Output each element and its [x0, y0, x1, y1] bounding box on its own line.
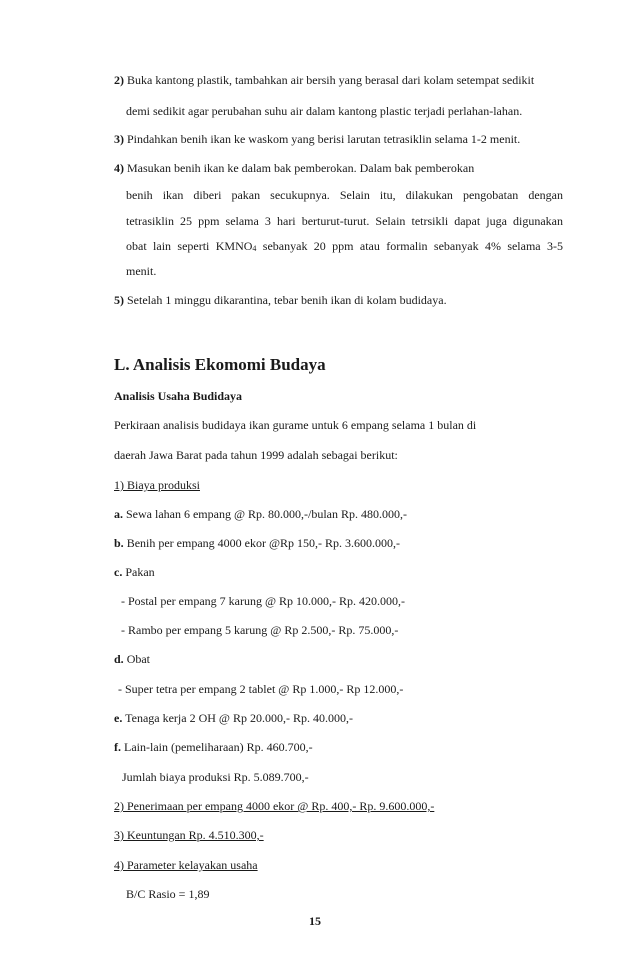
step-4-line-5: menit. [126, 264, 157, 278]
intro-line-2: daerah Jawa Barat pada tahun 1999 adalah sebagai berikut: [114, 448, 398, 462]
step-4-line-3: tetrasiklin 25 ppm selama 3 hari berturut-turut. Selain tetrsikli dapat juga digunakan [126, 214, 563, 228]
item-text: Benih per empang 4000 ekor @Rp 150,- Rp. 3.600.000,- [126, 536, 401, 550]
step-text: Pindahkan benih ikan ke waskom yang berisi larutan tetrasiklin selama 1-2 menit. [127, 132, 521, 146]
kmno-text: obat lain seperti KMNO [126, 239, 253, 253]
step-number: 4) [114, 161, 124, 175]
item-label: b. [114, 536, 124, 550]
item-text: Tenaga kerja 2 OH @ Rp 20.000,- Rp. 40.000,- [125, 711, 353, 725]
step-text: Buka kantong plastik, tambahkan air bersih yang berasal dari kolam setempat sedikit [127, 73, 535, 87]
biaya-produksi-title: 1) Biaya produksi [114, 478, 200, 492]
step-text: Setelah 1 minggu dikarantina, tebar benih ikan di kolam budidaya. [127, 293, 447, 307]
item-text: Lain-lain (pemeliharaan) Rp. 460.700,- [124, 740, 313, 754]
item-label: a. [114, 507, 123, 521]
step-number: 3) [114, 132, 124, 146]
kmno-subscript: 4 [252, 244, 257, 253]
cost-item-c [114, 565, 155, 580]
cost-item-b [114, 536, 400, 551]
cost-subitem-rambo: - Rambo per empang 5 karung @ Rp 2.500,- Rp. 75.000,- [121, 623, 399, 637]
step-4-line-2: benih ikan diberi pakan secukupnya. Selain itu, dilakukan pengobatan dengan [126, 188, 563, 202]
keuntungan: 3) Keuntungan Rp. 4.510.300,- [114, 828, 264, 842]
step-5-line-1 [114, 293, 447, 308]
penerimaan: 2) Penerimaan per empang 4000 ekor @ Rp. 400,- Rp. 9.600.000,- [114, 799, 435, 813]
step-3-line-1 [114, 132, 520, 147]
section-heading: L. Analisis Ekomomi Budaya [114, 355, 326, 374]
item-text: Pakan [125, 565, 155, 579]
step-2-line-2: demi sedikit agar perubahan suhu air dalam kantong plastic terjadi perlahan-lahan. [126, 104, 523, 118]
step-text: Masukan benih ikan ke dalam bak pemberokan. Dalam bak pemberokan [127, 161, 475, 175]
item-text: Obat [126, 652, 151, 666]
cost-item-a [114, 507, 407, 522]
item-label: f. [114, 740, 121, 754]
step-number: 2) [114, 73, 124, 87]
step-4-line-1 [114, 161, 474, 176]
step-number: 5) [114, 293, 124, 307]
intro-line-1: Perkiraan analisis budidaya ikan gurame untuk 6 empang selama 1 bulan di [114, 418, 477, 432]
step-4-line-4 [126, 239, 563, 256]
cost-item-f [114, 740, 313, 755]
item-label: d. [114, 652, 124, 666]
cost-item-d [114, 652, 150, 667]
item-label: e. [114, 711, 123, 725]
item-text: Sewa lahan 6 empang @ Rp. 80.000,-/bulan Rp. 480.000,- [126, 507, 408, 521]
page-number: 15 [309, 914, 321, 928]
total-biaya: Jumlah biaya produksi Rp. 5.089.700,- [122, 770, 309, 784]
cost-subitem-super-tetra: - Super tetra per empang 2 tablet @ Rp 1.000,- Rp 12.000,- [118, 682, 404, 696]
parameter-kelayakan: 4) Parameter kelayakan usaha [114, 858, 258, 872]
section-subheading: Analisis Usaha Budidaya [114, 389, 243, 403]
cost-subitem-postal: - Postal per empang 7 karung @ Rp 10.000,- Rp. 420.000,- [121, 594, 406, 608]
cost-item-e [114, 711, 353, 726]
bc-ratio: B/C Rasio = 1,89 [126, 887, 210, 901]
item-label: c. [114, 565, 123, 579]
step-2-line-1 [114, 73, 534, 88]
step-4-line-4-rest: sebanyak 20 ppm atau formalin sebanyak 4% selama 3-5 [256, 239, 563, 253]
